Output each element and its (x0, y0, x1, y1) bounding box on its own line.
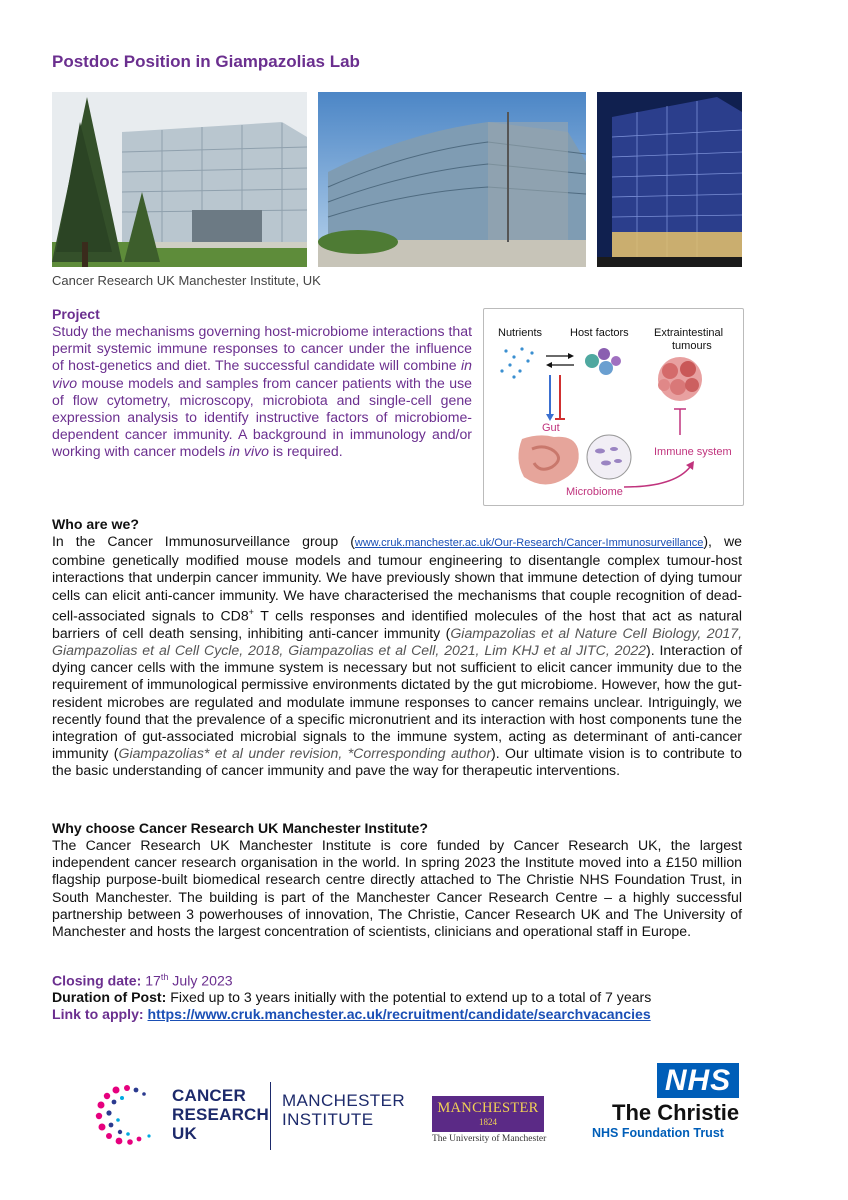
figure-label-tumours: tumours (672, 340, 712, 352)
project-heading: Project (52, 306, 100, 322)
host-factors-icon (585, 348, 621, 375)
figure-label-nutrients: Nutrients (498, 327, 543, 339)
cruk-line-3: UK (172, 1124, 197, 1143)
figure-label-host-factors: Host factors (570, 327, 629, 339)
gut-icon (518, 435, 578, 484)
group-website-link[interactable]: www.cruk.manchester.ac.uk/Our-Research/Cancer-Immunosurveillance (354, 537, 704, 549)
manchester-institute-logo: MANCHESTER INSTITUTE (282, 1091, 406, 1129)
figure-label-microbiome: Microbiome (566, 486, 623, 498)
nhs-foundation-trust: NHS Foundation Trust (592, 1126, 724, 1140)
figure-label-gut: Gut (542, 422, 560, 434)
nhs-logo: NHS (657, 1063, 739, 1098)
project-figure (483, 308, 744, 506)
building-photo-3 (597, 92, 742, 267)
tumour-cluster-icon (658, 357, 702, 401)
cruk-c-mark-icon (92, 1080, 162, 1150)
who-heading: Who are we? (52, 516, 139, 532)
project-text: Study the mechanisms governing host-microbiome interactions that permit systemic immune responses to cancer under the influence of host-genetics and diet. The successful candidate will combine in vivo mouse models and samples from cancer patients with the use of flow cytometry, microscopy, microbiota and single-cell gene expression analysis to identify instructive factors of microbiome-dependent cancer immunity. A background in immunology and/or working with cancer models in vivo is required. (52, 323, 472, 460)
why-heading: Why choose Cancer Research UK Manchester Institute? (52, 820, 428, 836)
who-text: In the Cancer Immunosurveillance group (www.cruk.manchester.ac.uk/Our-Research/Cancer-Immunosurveillance), we combine genetically modified mouse models and tumour engineering to disentangle complex tumour-host interactions that underpin cancer immunity. We have previously shown that immune detection of dying tumour cells can elicit anti-cancer immunity. We have characterised the mechanisms that couple recognition of dead-cell-associated signals to CD8+ T cells responses and identified molecules of the host that act as natural barriers of cell death sensing, inhibiting anti-cancer immunity (Giampazolias et al Nature Cell Biology, 2017, Giampazolias et al Cell Cycle, 2018, Giampazolias et al Cell, 2021, Lim KHJ et al JITC, 2022). Interaction of dying cancer cells with the immune system is necessary but not sufficient to elicit cancer immunity due to the requirement of immunological permissive environments dictated by the gut microbiome. However, how the gut-resident microbes are regulated and modulate immune responses to cancer remains unclear. Intriguingly, we recently found that the prevalence of a specific micronutrient and its interaction with host components tune the integration of gut-associated microbial signals to the immune system, acting as determinant of anti-cancer immunity (Giampazolias* et al under revision, *Corresponding author). Our ultimate vision is to contribute to the basic understanding of cancer immunity and pave the way for therapeutic interventions. (52, 533, 742, 779)
figure-label-extraintestinal: Extraintestinal (654, 327, 724, 339)
citation-1: Giampazolias et al Nature Cell Biology, 2017, Giampazolias et al Cell Cycle, 2018, Giampazolias et al Cell, 2021, Lim KHJ et al JITC, 2022 (52, 624, 742, 658)
logo-divider (270, 1082, 271, 1150)
citation-2: Giampazolias* et al under revision, *Corresponding author (118, 745, 492, 762)
cruk-logo (92, 1080, 270, 1150)
duration-of-post: Duration of Post: Fixed up to 3 years initially with the potential to extend up to a total of 7 years (52, 989, 652, 1005)
why-text: The Cancer Research UK Manchester Institute is core funded by Cancer Research UK, the largest independent cancer research organisation in the world. In spring 2023 the Institute moved into a £150 million flagship purpose-built biomedical research centre directly attached to The Christie NHS Foundation Trust, in South Manchester. The building is part of the Manchester Cancer Research Centre – a highly successful partnership between 3 powerhouses of innovation, The Christie, Cancer Research UK and The University of Manchester and hosts the largest concentration of scientists, clinicians and operational staff in Europe. (52, 837, 742, 940)
uom-logo: MANCHESTER 1824 The University of Manchester (432, 1096, 546, 1144)
microbiome-icon (587, 435, 631, 479)
photo-caption: Cancer Research UK Manchester Institute, UK (52, 273, 321, 288)
page-title: Postdoc Position in Giampazolias Lab (52, 52, 360, 71)
figure-label-immune-system: Immune system (654, 446, 732, 458)
building-photo-2 (318, 92, 586, 267)
building-photo-1 (52, 92, 307, 267)
cruk-line-2: RESEARCH (172, 1105, 270, 1124)
closing-date: Closing date: 17th July 2023 (52, 972, 233, 989)
cruk-line-1: CANCER (172, 1086, 246, 1105)
nutrient-dots-icon (500, 347, 533, 378)
christie-name: The Christie (612, 1100, 740, 1125)
apply-line: Link to apply: https://www.cruk.manchester.ac.uk/recruitment/candidate/searchvacancies (52, 1006, 651, 1022)
apply-link[interactable]: https://www.cruk.manchester.ac.uk/recruitment/candidate/searchvacancies (147, 1006, 651, 1022)
